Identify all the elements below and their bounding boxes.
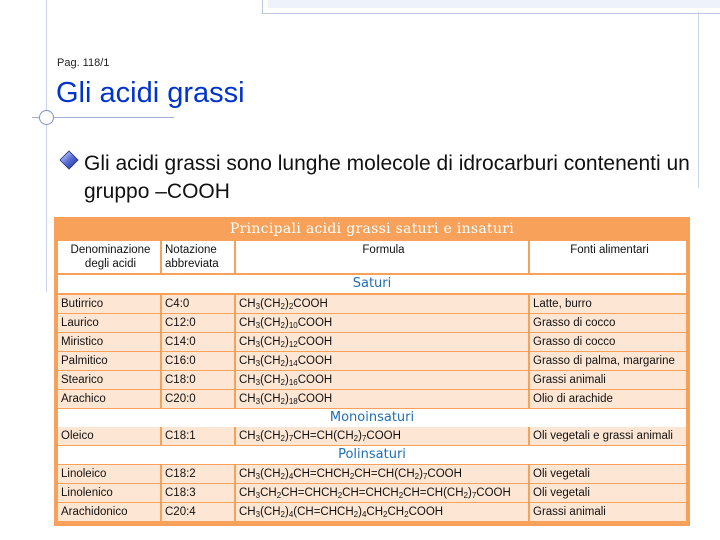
diamond-bullet-icon bbox=[59, 150, 79, 170]
cell-sources: Grasso di cocco bbox=[530, 314, 686, 332]
cell-name: Laurico bbox=[58, 314, 160, 332]
cell-formula: $CH_3(CH_2)_7CH=CH(CH_2)_7COOH$ bbox=[236, 427, 528, 445]
cell-name: Arachidonico bbox=[58, 503, 160, 521]
table-row bbox=[58, 352, 686, 370]
cell-sources: Grasso di palma, margarine bbox=[530, 352, 686, 370]
cell-formula: $CH_3(CH_2)_{10}COOH$ bbox=[236, 314, 528, 332]
table-row bbox=[58, 295, 686, 313]
cell-formula: $CH_3(CH_2)_4(CH=CHCH_2)_4CH_2CH_2COOH$ bbox=[236, 503, 528, 521]
cell-name: Oleico bbox=[58, 427, 160, 445]
header-notation: Notazione abbreviata bbox=[162, 241, 234, 273]
decorative-top-band bbox=[268, 0, 720, 8]
table-row bbox=[58, 484, 686, 502]
section-polyunsaturated: Polinsaturi bbox=[58, 446, 686, 464]
section-saturated: Saturi bbox=[58, 275, 686, 293]
cell-notation: C18:1 bbox=[162, 427, 234, 445]
cell-formula: $CH_3(CH_2)_{12}COOH$ bbox=[236, 333, 528, 351]
cell-name: Butirrico bbox=[58, 295, 160, 313]
page-reference: Pag. 118/1 bbox=[57, 57, 110, 69]
cell-sources: Oli vegetali bbox=[530, 465, 686, 483]
table-header-row bbox=[58, 241, 686, 273]
header-formula: Formula bbox=[236, 241, 528, 273]
section-monounsaturated: Monoinsaturi bbox=[58, 409, 686, 427]
fatty-acids-table bbox=[54, 217, 690, 526]
cell-name: Linolenico bbox=[58, 484, 160, 502]
decorative-circle bbox=[39, 110, 54, 125]
cell-formula: $CH_3CH_2CH=CHCH_2CH=CHCH_2CH=CH(CH_2)_7COOH$ bbox=[236, 484, 528, 502]
cell-formula: $CH_3(CH_2)_{18}COOH$ bbox=[236, 390, 528, 408]
decorative-vertical-line bbox=[46, 0, 47, 292]
cell-sources: Olio di arachide bbox=[530, 390, 686, 408]
cell-name: Palmitico bbox=[58, 352, 160, 370]
cell-notation: C18:3 bbox=[162, 484, 234, 502]
table-row bbox=[58, 390, 686, 408]
cell-notation: C18:0 bbox=[162, 371, 234, 389]
cell-sources: Grassi animali bbox=[530, 503, 686, 521]
table-row bbox=[58, 427, 686, 445]
cell-notation: C12:0 bbox=[162, 314, 234, 332]
cell-notation: C4:0 bbox=[162, 295, 234, 313]
cell-sources: Oli vegetali e grassi animali bbox=[530, 427, 686, 445]
bullet-text: Gli acidi grassi sono lunghe molecole di idrocarburi contenenti un gruppo –COOH bbox=[84, 152, 690, 203]
cell-notation: C20:0 bbox=[162, 390, 234, 408]
cell-name: Miristico bbox=[58, 333, 160, 351]
cell-sources: Grasso di cocco bbox=[530, 333, 686, 351]
table-row bbox=[58, 465, 686, 483]
cell-sources: Grassi animali bbox=[530, 371, 686, 389]
cell-name: Linoleico bbox=[58, 465, 160, 483]
cell-sources: Latte, burro bbox=[530, 295, 686, 313]
cell-notation: C14:0 bbox=[162, 333, 234, 351]
cell-formula: $CH_3(CH_2)_4CH=CHCH_2CH=CH(CH_2)_7COOH$ bbox=[236, 465, 528, 483]
cell-notation: C16:0 bbox=[162, 352, 234, 370]
table-row bbox=[58, 314, 686, 332]
cell-name: Arachico bbox=[58, 390, 160, 408]
table-row bbox=[58, 503, 686, 521]
table-row bbox=[58, 333, 686, 351]
table-title: Principali acidi grassi saturi e insaturi bbox=[229, 221, 515, 237]
cell-formula: $CH_3(CH_2)_2COOH$ bbox=[236, 295, 528, 313]
cell-notation: C20:4 bbox=[162, 503, 234, 521]
cell-formula: $CH_3(CH_2)_{16}COOH$ bbox=[236, 371, 528, 389]
cell-sources: Oli vegetali bbox=[530, 484, 686, 502]
cell-notation: C18:2 bbox=[162, 465, 234, 483]
table-row bbox=[58, 371, 686, 389]
header-sources: Fonti alimentari bbox=[530, 241, 686, 273]
slide-title: Gli acidi grassi bbox=[56, 77, 245, 109]
cell-formula: $CH_3(CH_2)_{14}COOH$ bbox=[236, 352, 528, 370]
cell-name: Stearico bbox=[58, 371, 160, 389]
header-name: Denominazione degli acidi bbox=[58, 241, 160, 273]
